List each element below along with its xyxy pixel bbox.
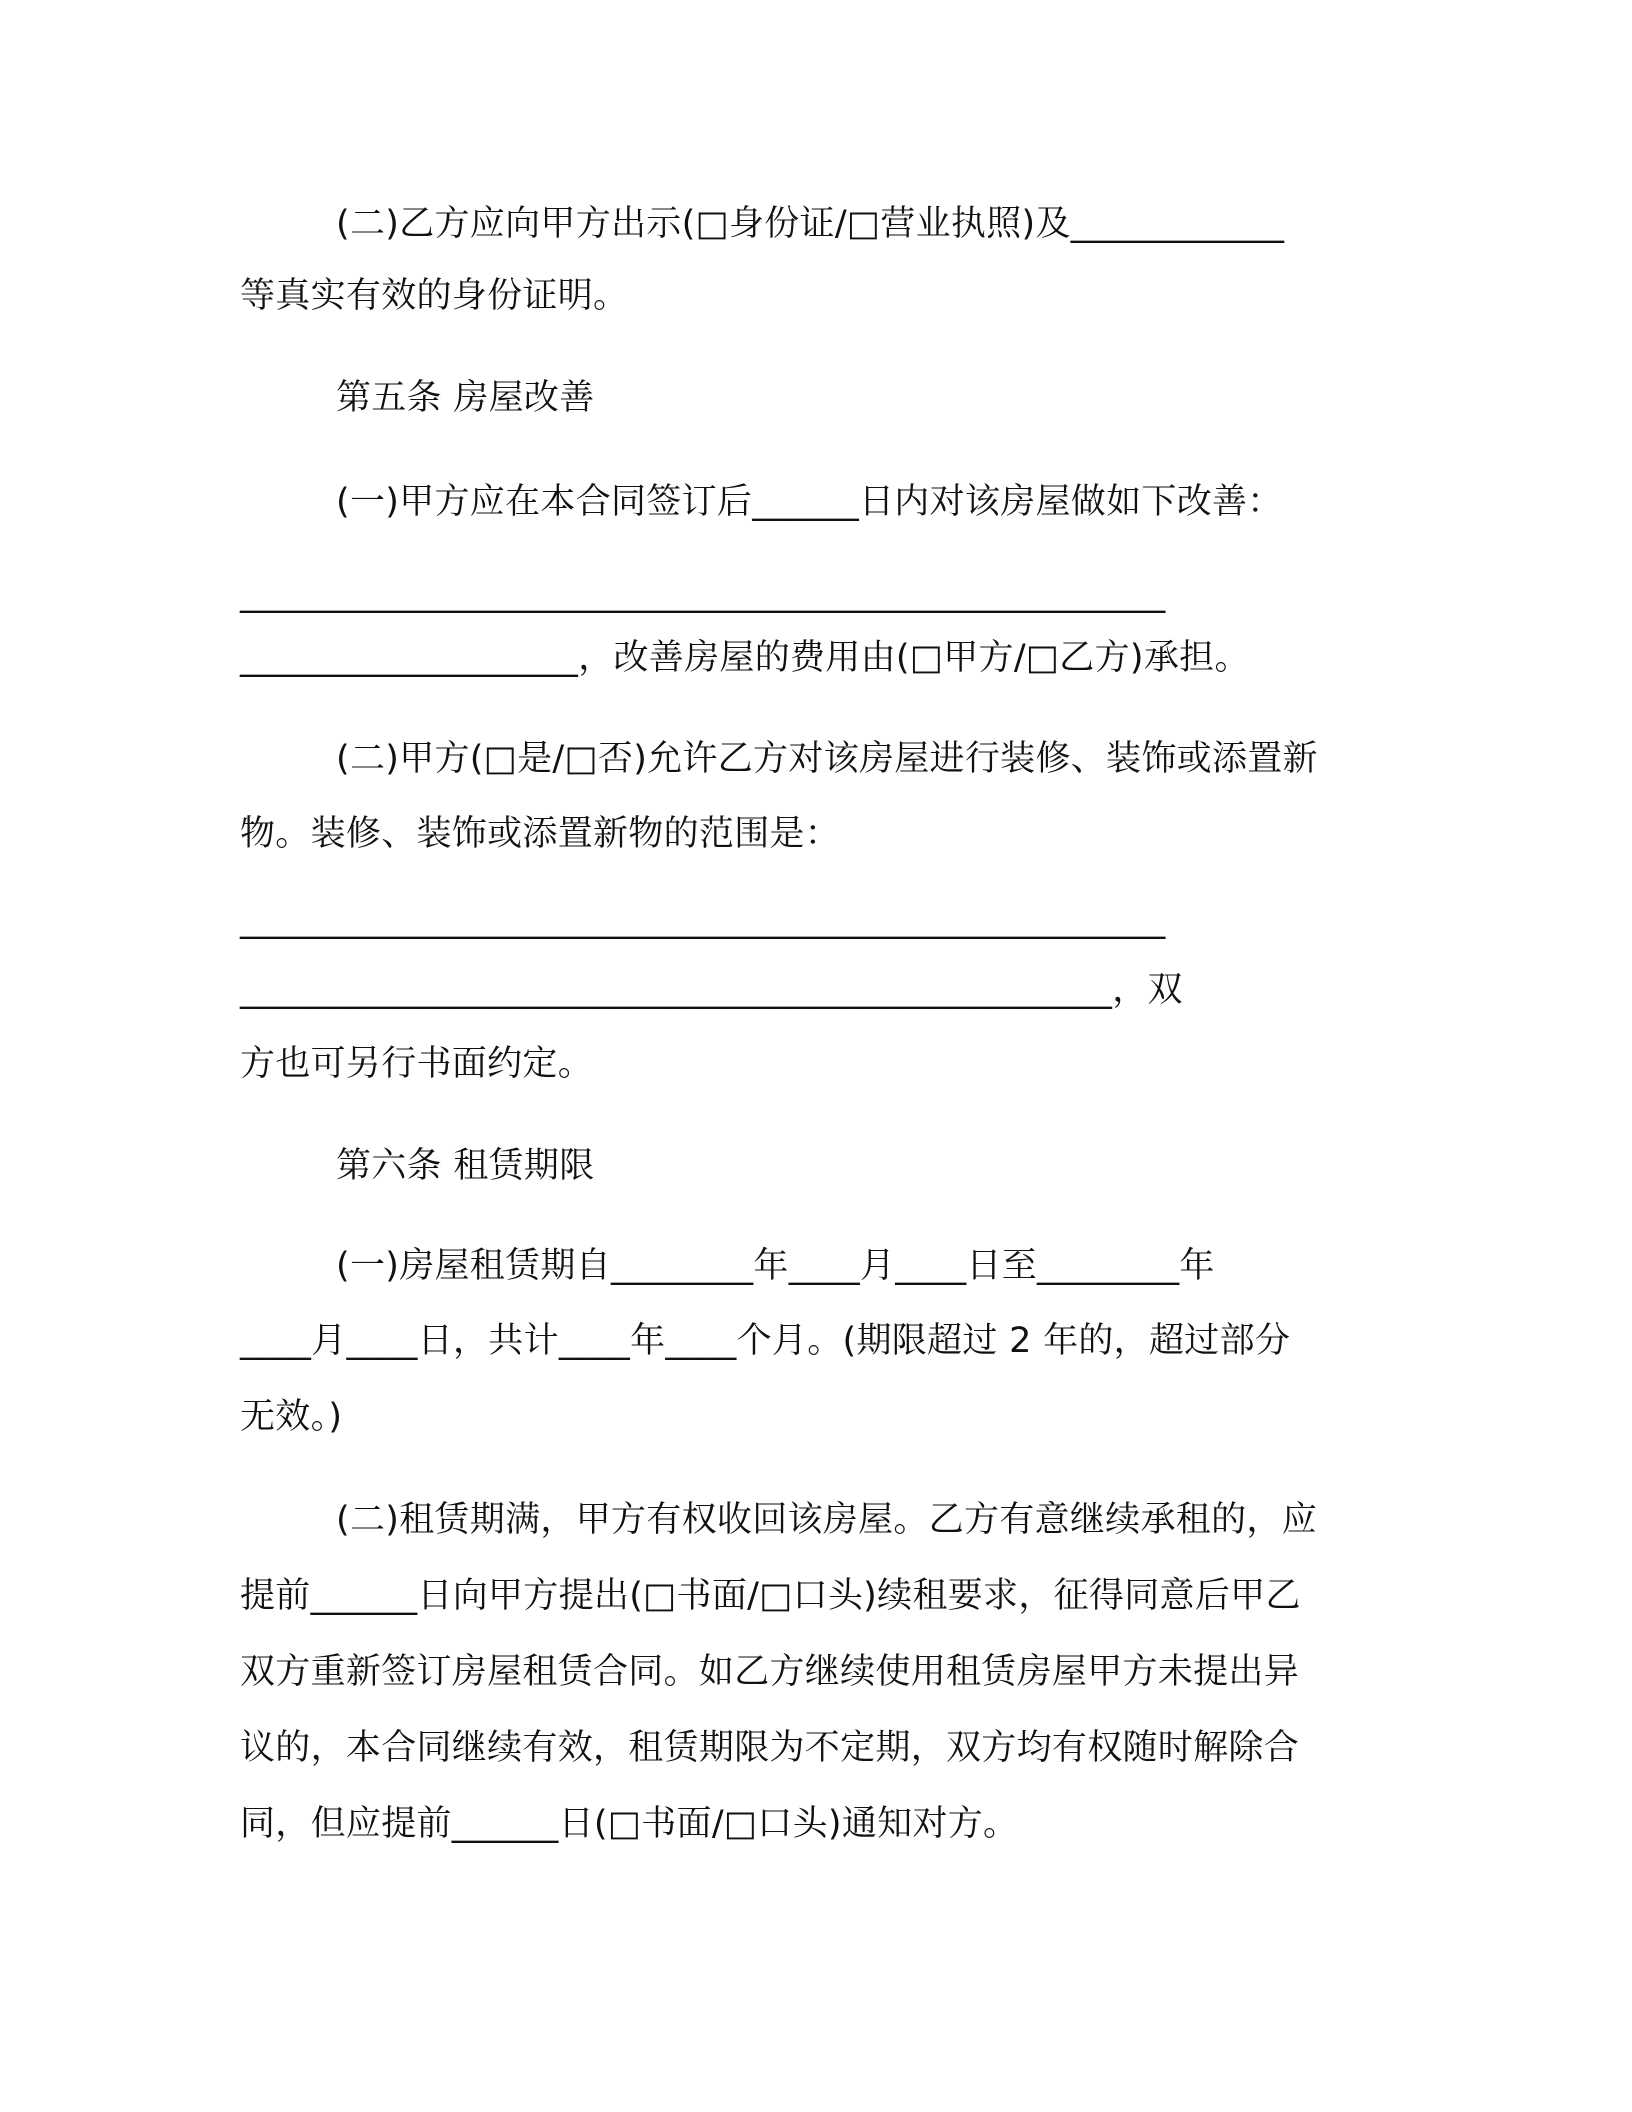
clause-5-item-1-blank-line: ____________________________________________________ (240, 574, 1166, 614)
clause-5-item-2-line-4: _________________________________________________，双 (240, 970, 1183, 1010)
clause-6-item-1-line-1: (一)房屋租赁期自________年____月____日至________年 (336, 1246, 1215, 1286)
clause-6-heading: 第六条 租赁期限 (336, 1146, 595, 1186)
clause-5-item-2-line-5: 方也可另行书面约定。 (240, 1044, 594, 1084)
clause-5-item-2-line-1: (二)甲方(□是/□否)允许乙方对该房屋进行装修、装饰或添置新 (336, 739, 1318, 779)
clause-6-item-2-line-2: 提前______日向甲方提出(□书面/□口头)续租要求，征得同意后甲乙 (240, 1576, 1301, 1616)
clause-6-item-1-line-3: 无效。) (240, 1397, 343, 1437)
clause-4-item-2-line-1: (二)乙方应向甲方出示(□身份证/□营业执照)及____________ (336, 204, 1285, 244)
clause-5-item-2-line-2: 物。装修、装饰或添置新物的范围是： (240, 814, 841, 854)
clause-6-item-2-line-5: 同，但应提前______日(□书面/□口头)通知对方。 (240, 1804, 1019, 1844)
clause-6-item-2-line-1: (二)租赁期满，甲方有权收回该房屋。乙方有意继续承租的，应 (336, 1500, 1318, 1540)
clause-6-item-2-line-4: 议的，本合同继续有效，租赁期限为不定期，双方均有权随时解除合 (240, 1728, 1300, 1768)
clause-5-heading: 第五条 房屋改善 (336, 378, 595, 418)
clause-5-item-1-line-1: (一)甲方应在本合同签订后______日内对该房屋做如下改善： (336, 482, 1283, 522)
clause-5-item-2-blank-line: ____________________________________________________ (240, 900, 1166, 940)
clause-6-item-1-line-2: ____月____日，共计____年____个月。(期限超过 2 年的，超过部分 (240, 1321, 1291, 1361)
clause-6-item-2-line-3: 双方重新签订房屋租赁合同。如乙方继续使用租赁房屋甲方未提出异 (240, 1652, 1300, 1692)
clause-4-item-2-line-2: 等真实有效的身份证明。 (240, 276, 629, 316)
clause-5-item-1-line-3: ___________________，改善房屋的费用由(□甲方/□乙方)承担。 (240, 638, 1250, 678)
